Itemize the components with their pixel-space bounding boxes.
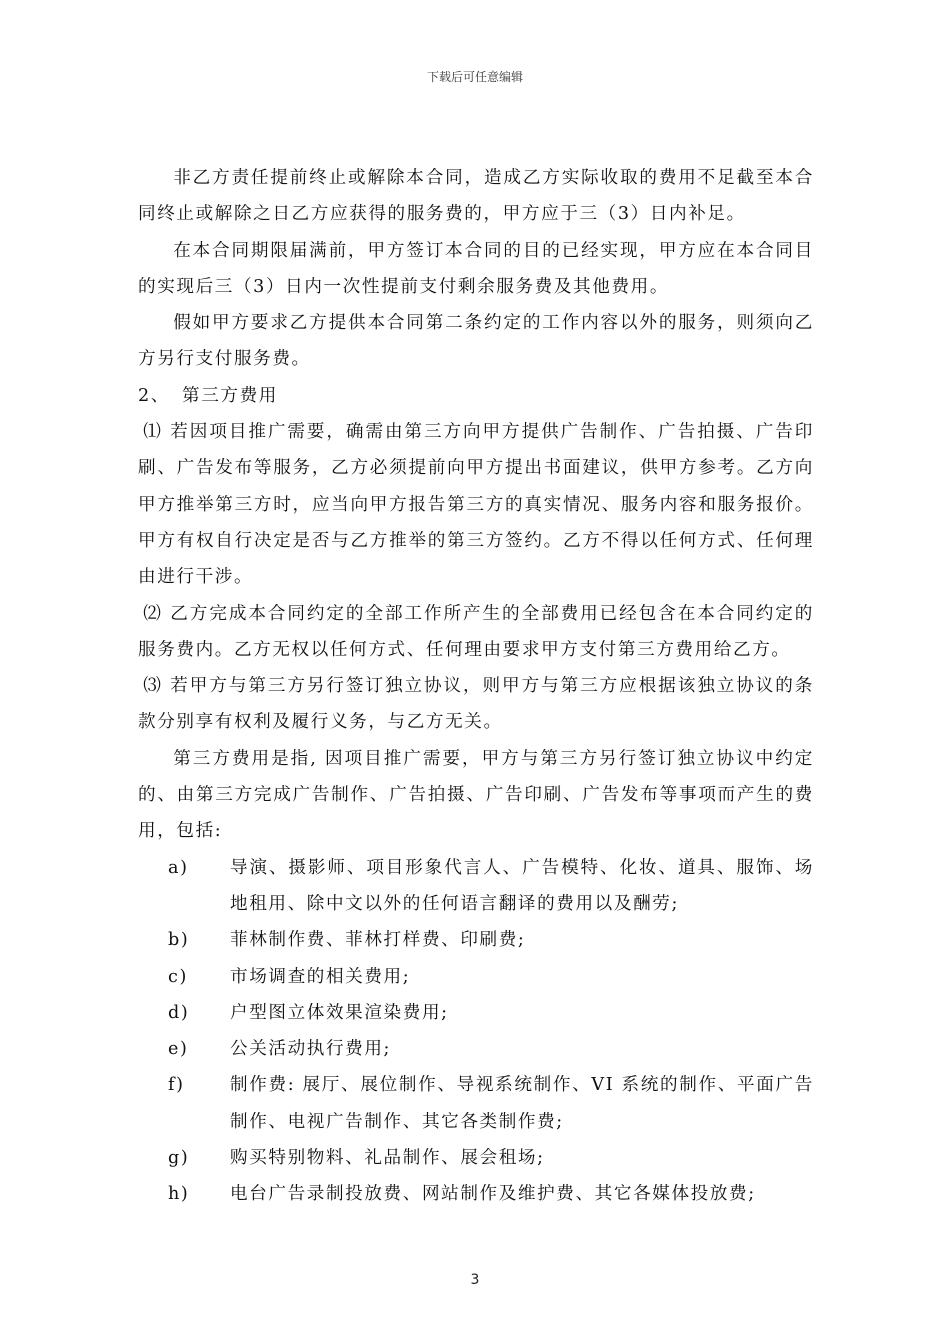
list-text: 户型图立体效果渲染费用; xyxy=(230,1002,449,1023)
list-marker: h) xyxy=(168,1184,190,1205)
list-text: 导演、摄影师、项目形象代言人、广告模特、化妆、道具、服饰、场地租用、除中文以外的任何语言翻译的费用以及酬劳; xyxy=(230,857,814,914)
list-item xyxy=(138,995,814,1031)
paragraph-extra-services: 假如甲方要求乙方提供本合同第二条约定的工作内容以外的服务，则须向乙方另行支付服务费。 xyxy=(138,313,814,370)
list-item xyxy=(138,850,814,923)
document-body xyxy=(138,160,814,1213)
list-item xyxy=(138,1140,814,1176)
section-number: 2、 xyxy=(138,385,170,406)
clause-item-3: ⑶ 若甲方与第三方另行签订独立协议，则甲方与第三方应根据该独立协议的条款分别享有权利及履行义务，与乙方无关。 xyxy=(138,676,814,733)
clause-item-2: ⑵ 乙方完成本合同约定的全部工作所产生的全部费用已经包含在本合同约定的服务费内。乙方无权以任何方式、任何理由要求甲方支付第三方费用给乙方。 xyxy=(138,603,814,660)
paragraph-early-termination: 非乙方责任提前终止或解除本合同，造成乙方实际收取的费用不足截至本合同终止或解除之日乙方应获得的服务费的，甲方应于三（3）日内补足。 xyxy=(138,168,814,225)
list-item xyxy=(138,1031,814,1067)
list-item xyxy=(138,1067,814,1140)
list-text: 电台广告录制投放费、网站制作及维护费、其它各媒体投放费; xyxy=(230,1184,756,1205)
list-text: 公关活动执行费用; xyxy=(230,1039,392,1060)
list-marker: b) xyxy=(168,930,190,951)
list-item xyxy=(138,959,814,995)
list-item xyxy=(138,922,814,958)
list-marker: f) xyxy=(168,1075,185,1096)
clause-item-1: ⑴ 若因项目推广需要，确需由第三方向甲方提供广告制作、广告拍摄、广告印刷、广告发布等服务，乙方必须提前向甲方提出书面建议，供甲方参考。乙方向甲方推举第三方时，应当向甲方报告第三方的真实情况、服务内容和服务报价。甲方有权自行决定是否与乙方推举的第三方签约。乙方不得以任何方式、任何理由进行干涉。 xyxy=(138,422,814,588)
list-marker: g) xyxy=(168,1148,190,1169)
list-marker: e) xyxy=(168,1039,189,1060)
paragraph-purpose-achieved: 在本合同期限届满前，甲方签订本合同的目的已经实现，甲方应在本合同目的实现后三（3）日内一次性提前支付剩余服务费及其他费用。 xyxy=(138,240,814,297)
list-text: 制作费: 展厅、展位制作、导视系统制作、VI 系统的制作、平面广告制作、电视广告制作、其它各类制作费; xyxy=(230,1075,814,1132)
paragraph-definition: 第三方费用是指, 因项目推广需要，甲方与第三方另行签订独立协议中约定的、由第三方完成广告制作、广告拍摄、广告印刷、广告发布等事项而产生的费用，包括: xyxy=(138,748,814,842)
list-text: 菲林制作费、菲林打样费、印刷费; xyxy=(230,930,526,951)
list-marker: c) xyxy=(168,966,188,987)
list-marker: a) xyxy=(168,857,189,878)
expense-list xyxy=(138,850,814,1213)
header-note: 下载后可任意编辑 xyxy=(426,70,523,84)
page-number: 3 xyxy=(470,1272,480,1288)
section-title: 第三方费用 xyxy=(182,385,278,406)
list-text: 市场调查的相关费用; xyxy=(230,966,411,987)
section-heading xyxy=(138,378,814,414)
list-item xyxy=(138,1176,814,1212)
list-text: 购买特别物料、礼品制作、展会租场; xyxy=(230,1148,545,1169)
list-marker: d) xyxy=(168,1002,190,1023)
